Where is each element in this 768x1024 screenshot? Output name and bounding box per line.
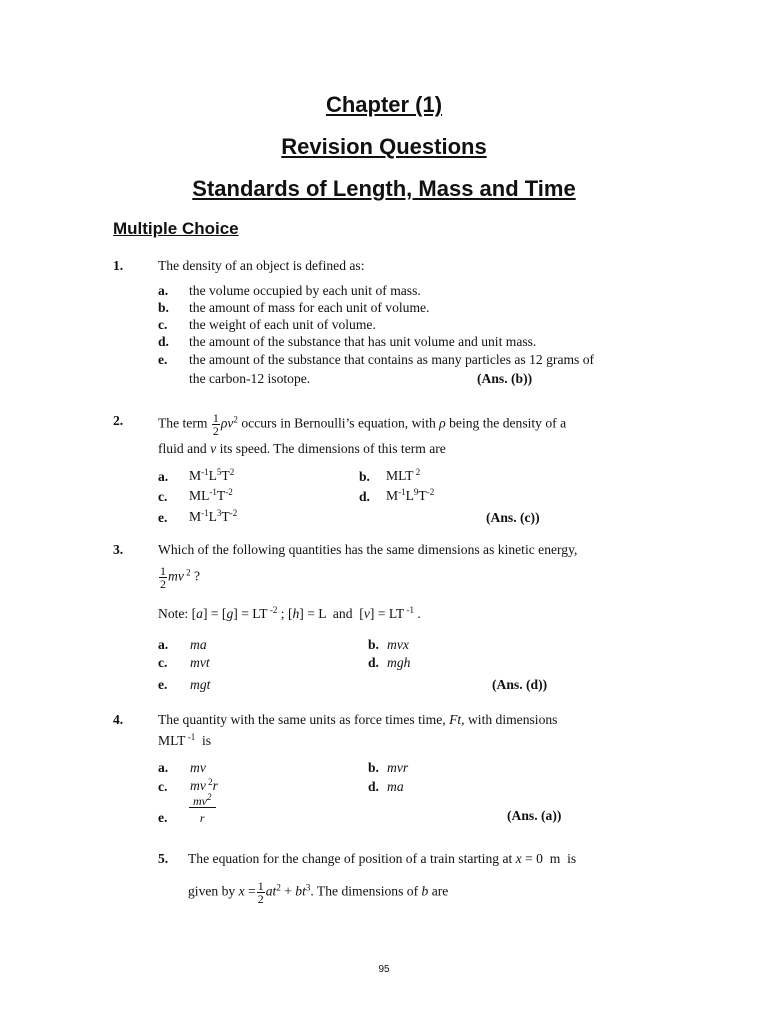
option-letter: a. [158,283,169,298]
option-letter: d. [368,655,379,670]
fraction-half: $\frac{1}{2}$ [160,564,166,591]
option-text: ma [387,779,404,794]
question-text: The equation for the change of position of a train starting at x = 0 m is [188,851,577,866]
option-letter: b. [368,760,379,775]
question-text: Which of the following quantities has the same dimensions as kinetic energy, [158,542,578,557]
text-part: The equation for the change of position of a train starting at [188,851,513,866]
question-text: The term $\frac{1}{2}$ $\rho v^2$ occurs in Bernoulli’s equation, with ρ being the density of a [158,411,567,438]
option-text: the amount of the substance that contains as many particles as 12 grams of [189,352,595,367]
option-letter: e. [158,352,168,367]
option-letter: b. [158,300,169,315]
answer [507,808,561,824]
question-number: 5. [158,851,169,866]
option-text: the amount of the substance that has unit volume and unit mass. [189,334,537,349]
option-letter: c. [158,655,168,670]
option-letter: c. [158,317,168,332]
section-title: Multiple Choice [113,219,239,238]
question-number: 2. [113,413,124,428]
option-formula: $M^{-1}L^3T^{-2}$ [189,508,238,524]
option-letter: d. [368,779,379,794]
option-formula: MLT $^2$ [386,467,421,483]
fraction-mv2-over-r: $\frac{mv^2}{r}$ [189,795,216,824]
option-letter: a. [158,637,169,652]
text-part: . The dimensions of [310,883,419,899]
text-part: are [431,883,449,899]
topic-title: Standards of Length, Mass and Time [192,176,576,201]
text-part: occurs in Bernoulli’s equation, with [241,415,436,431]
option-letter: d. [158,334,169,349]
question-text: The quantity with the same units as force times time, Ft, with dimensions [158,712,558,727]
text-part: given by [188,883,236,899]
option-letter: e. [158,810,168,825]
option-letter: c. [158,489,168,504]
fraction-half: $\frac{1}{2}$ [257,879,264,906]
text-part: The quantity with the same units as force times time, [158,712,446,727]
option-formula: $ML^{-1}T^{-2}$ [189,487,233,503]
answer [477,371,532,387]
page-number: 95 [378,964,390,975]
option-text: mgt [190,677,211,692]
question-number: 3. [113,542,124,557]
text-part: being the density of a [449,415,567,431]
chapter-title: Chapter (1) [325,92,443,117]
option-text: the volume occupied by each unit of mass. [189,283,421,298]
question-number: 4. [113,712,124,727]
note-label: Note: [158,606,189,621]
question-text-line2: MLT $^{-1}$ is [158,732,212,748]
option-text: mvx [387,637,409,652]
text-part: its speed. The dimensions of this term are [219,441,446,456]
option-letter: b. [359,469,370,484]
answer [486,510,540,526]
option-letter: c. [158,779,168,794]
answer-text: (Ans. (a)) [507,808,562,823]
text-part: fluid and [158,441,207,456]
option-formula [188,792,217,825]
answer-text: (Ans. (c)) [486,510,540,525]
question-number: 1. [113,258,124,273]
option-text: mvt [190,655,210,670]
text-part: is [202,733,212,748]
option-text: mv [190,760,206,775]
option-letter: a. [158,469,169,484]
revision-title: Revision Questions [281,134,487,159]
text-part: is [567,851,577,866]
option-formula: mv $^2$r [190,777,218,793]
answer [492,677,547,693]
option-letter: e. [158,677,168,692]
text-part: , with dimensions [461,712,558,727]
question-text-line2: fluid and v its speed. The dimensions of this term are [158,441,446,456]
text-part: The term [158,415,208,431]
option-letter: a. [158,760,169,775]
option-letter: e. [158,510,168,525]
option-letter: d. [359,489,370,504]
option-formula: $M^{-1}L^9T^{-2}$ [386,487,435,503]
question-text: The density of an object is defined as: [158,258,365,273]
question-text-line2: given by x = $\frac{1}{2}$ $at^2 + bt^3$. The dimensions of b are [188,879,449,906]
option-letter: b. [368,637,379,652]
answer-text: (Ans. (b)) [477,371,533,386]
option-text: mvr [387,760,409,775]
option-text: mgh [387,655,411,670]
answer-text: (Ans. (d)) [492,677,548,692]
note-line: Note: [a] = [g] = LT $^{-2}$ ; [h] = L and [v] = LT $^{-1}$ . [158,605,421,621]
option-text: ma [190,637,207,652]
option-text: the amount of mass for each unit of volume. [189,300,430,315]
option-text: the weight of each unit of volume. [189,317,376,332]
option-text-continued: the carbon-12 isotope. [189,371,311,386]
option-formula: $M^{-1}L^5T^2$ [189,467,235,483]
formula-kinetic: $\frac{1}{2}$ mv $^2$ ? [160,564,201,591]
fraction-half: $\frac{1}{2}$ [212,411,219,438]
